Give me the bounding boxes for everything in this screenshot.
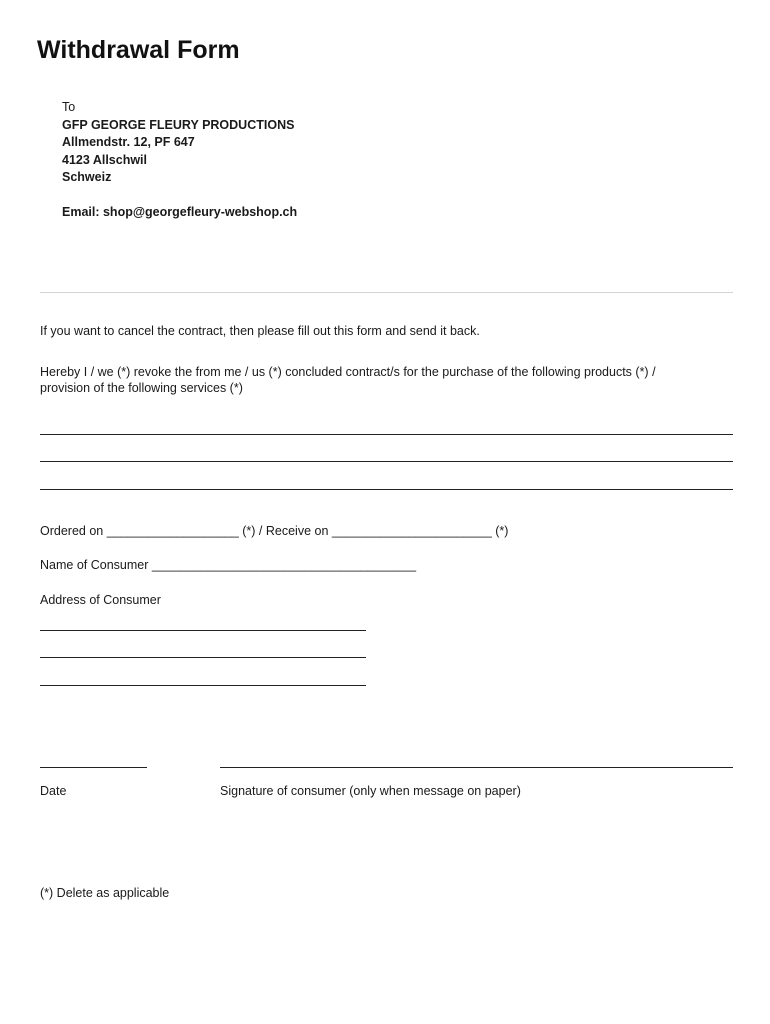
- section-divider: [40, 292, 733, 293]
- form-title: Withdrawal Form: [37, 36, 240, 64]
- date-label: Date: [40, 784, 67, 798]
- footnote: (*) Delete as applicable: [40, 886, 170, 900]
- signature-line[interactable]: [220, 767, 733, 768]
- intro-text: If you want to cancel the contract, then please fill out this form and send it back.: [40, 324, 480, 338]
- address-line-3[interactable]: [40, 685, 366, 686]
- signature-label: Signature of consumer (only when message on paper): [220, 784, 521, 798]
- revoke-statement: [40, 364, 656, 396]
- address-label: Address of Consumer: [40, 593, 161, 607]
- city: 4123 Allschwil: [62, 152, 147, 167]
- consumer-name-line[interactable]: Name of Consumer ______________________________________: [40, 558, 417, 572]
- street-address: Allmendstr. 12, PF 647: [62, 135, 195, 149]
- revoke-line-1: Hereby I / we (*) revoke the from me / us (*) concluded contract/s for the purchase of the following products (*) /: [40, 365, 656, 379]
- ordered-received-line[interactable]: Ordered on ___________________ (*) / Receive on _______________________ (*): [40, 524, 509, 538]
- address-line-1[interactable]: [40, 630, 366, 631]
- address-line-2[interactable]: [40, 657, 366, 658]
- to-label: To: [62, 100, 76, 114]
- email-address: Email: shop@georgefleury-webshop.ch: [62, 204, 298, 219]
- recipient-address: [62, 99, 297, 221]
- date-line[interactable]: [40, 767, 147, 768]
- products-line-2[interactable]: [40, 461, 733, 462]
- products-line-3[interactable]: [40, 489, 733, 490]
- company-name: GFP GEORGE FLEURY PRODUCTIONS: [62, 117, 295, 132]
- products-line-1[interactable]: [40, 434, 733, 435]
- revoke-line-2: provision of the following services (*): [40, 381, 243, 395]
- country: Schweiz: [62, 170, 112, 184]
